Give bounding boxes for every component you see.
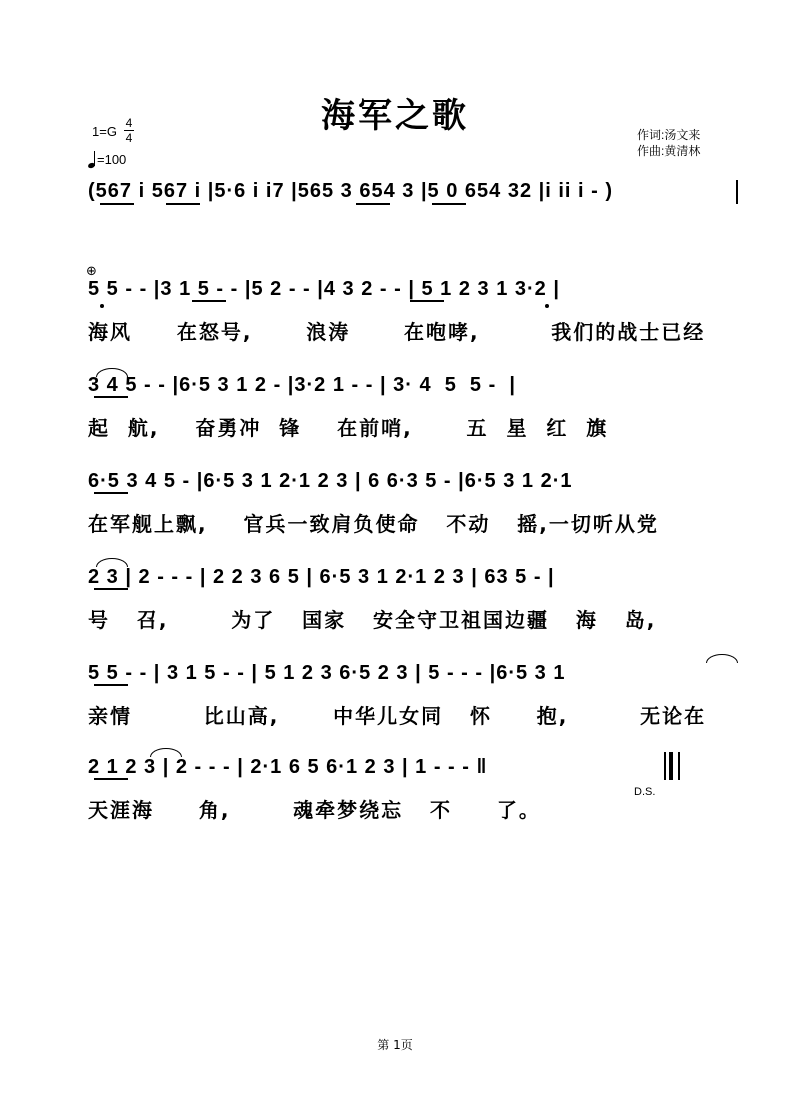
quarter-note-icon [88,150,97,168]
system-1-lyrics: 海风 在怒号, 浪涛 在咆哮, 我们的战士已经 [88,320,706,344]
low-octave-dot [545,304,549,308]
time-signature-bottom: 4 [125,131,133,145]
key-signature: 1=G [92,124,117,139]
eighth-underline [100,203,134,205]
system-2-lyrics: 起 航, 奋勇冲 锋 在前哨, 五 星 红 旗 [88,416,609,440]
eighth-underline [356,203,390,205]
eighth-underline [94,778,128,780]
system-6-lyrics: 天涯海 角, 魂牵梦绕忘 不 了。 [88,798,541,822]
time-signature-top: 4 [125,116,133,130]
time-signature [122,116,136,145]
eighth-underline [192,300,226,302]
slur-mark [150,748,182,757]
eighth-underline [94,684,128,686]
slur-mark [96,368,128,377]
slur-mark [706,654,738,663]
dal-segno-marking: D.S. [634,786,656,798]
final-barline-thin [664,752,666,780]
composer-credit: 作曲:黄清林 [637,144,701,158]
tempo-marking [88,150,126,168]
system-1-notes: 5 5 - - |3 1 5 - - |5 2 - - |4 3 2 - - | 5 1 2 3 1 3·2 | [88,278,560,300]
eighth-underline [166,203,200,205]
final-barline-end [678,752,680,780]
system-5-notes: 5 5 - - | 3 1 5 - - | 5 1 2 3 6·5 2 3 | 5 - - - |6·5 3 1 [88,662,566,684]
system-2-notes: 3 4 5 - - |6·5 3 1 2 - |3·2 1 - - | 3· 4 5 5 - | [88,374,516,396]
system-3-lyrics: 在军舰上飘, 官兵一致肩负使命 不动 摇,一切听从党 [88,512,659,536]
final-barline-thick [669,752,673,780]
tempo-value: =100 [97,152,127,167]
system-6-notes: 2 1 2 3 | 2 - - - | 2·1 6 5 6·1 2 3 | 1 - - - ‖ [88,756,488,778]
segno-icon: ⊕ [86,264,97,279]
system-4-notes: 2 3 | 2 - - - | 2 2 3 6 5 | 6·5 3 1 2·1 2 3 | 63 5 - | [88,566,555,588]
lyricist-credit: 作词:汤文来 [637,128,701,142]
eighth-underline [432,203,466,205]
slur-mark [96,558,128,567]
eighth-underline [94,396,128,398]
eighth-underline [94,492,128,494]
intro-notation: (567 i 567 i |5·6 i i7 |565 3 654 3 |5 0 654 32 |i ii i - ) [88,180,614,202]
intro-end-barline [736,180,738,204]
system-5-lyrics: 亲情 比山高, 中华儿女同 怀 抱, 无论在 [88,704,707,728]
eighth-underline [94,588,128,590]
low-octave-dot [100,304,104,308]
song-title: 海军之歌 [321,96,469,136]
page-number: 第 1页 [377,1038,413,1052]
system-3-notes: 6·5 3 4 5 - |6·5 3 1 2·1 2 3 | 6 6·3 5 - |6·5 3 1 2·1 [88,470,573,492]
eighth-underline [410,300,444,302]
system-4-lyrics: 号 召, 为了 国家 安全守卫祖国边疆 海 岛, [88,608,657,632]
